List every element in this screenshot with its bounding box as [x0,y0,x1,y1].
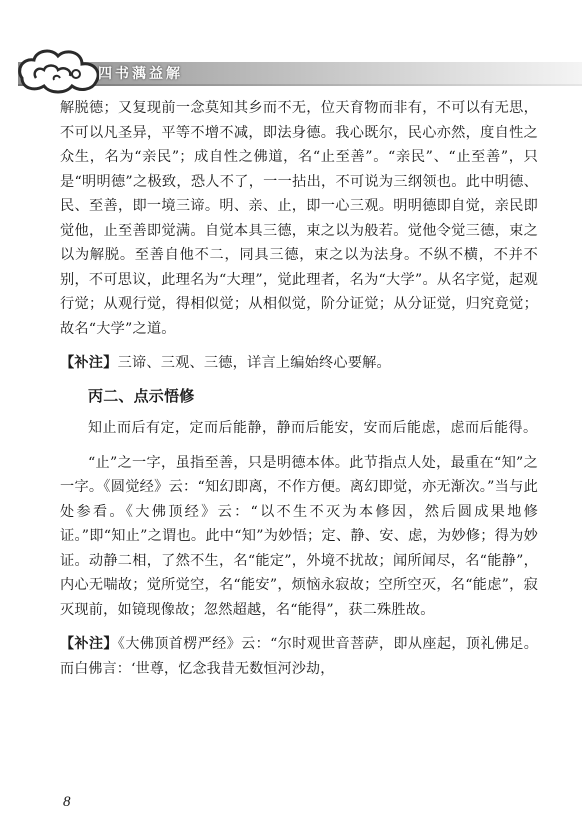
note-tag: 【补注】 [60,355,118,371]
body-paragraph: 解脱德；又复现前一念莫知其乡而不无，位天育物而非有，不可以有无思，不可以凡圣异，平等不增不减，即法身德。我心既尔，民心亦然，度自性之众生，名为“亲民”；成自性之佛道，名“止至善”。“亲民”、“止至善”，只是“明明德”之极致，恐人不了，一一拈出，不可说为三纲领也。此中明德、民、至善，即一境三谛。明、亲、止，即一心三观。明明德即自觉，亲民即觉他，止至善即觉满。自觉本具三德，束之以为般若。觉他令觉三德，束之以为解脱。至善自他不二，同具三德，束之以为法身。不纵不横，不并不别，不可思议，此理名为“大理”，觉此理者，名为“大学”。从名字觉，起观行觉；从观行觉，得相似觉；从相似觉，阶分证觉；从分证觉，归究竟觉；故名“大学”之道。 [60,100,538,337]
page-header [0,0,582,100]
section-heading: 丙二、点示悟修 [88,386,195,405]
supplementary-note-2 [60,632,538,681]
page-number: 8 [63,794,71,810]
book-title: 四书蕅益解 [98,66,183,82]
cloud-ornament-icon [14,44,106,98]
page-content [60,96,538,681]
supplementary-note [60,351,538,376]
classic-quote: 知止而后有定，定而后能静，静而后能安，安而后能虑，虑而后能得。 [88,420,538,436]
note-tag-2: 【补注】 [60,636,118,652]
commentary-paragraph: “止”之一字，虽指至善，只是明德本体。此节指点人处，最重在“知”之一字。《圆觉经》云：“知幻即离，不作方便。离幻即觉，亦无渐次。”当与此处参看。《大佛顶经》云：“以不生不灭为本修因，然后圆成果地修证。”即“知止”之谓也。此中“知”为妙悟；定、静、安、虑，为妙修；得为妙证。动静二相，了然不生，名“能定”，外境不扰故；闻所闻尽，名“能静”，内心无喘故；觉所觉空，名“能安”，烦恼永寂故；空所空灭，名“能虑”，寂灭现前，如镜现像故；忽然超越，名“能得”，获二殊胜故。 [60,454,538,618]
note-text-2: 《大佛顶首楞严经》云：“尔时观世音菩萨，即从座起，顶礼佛足。而白佛言：‘世尊，忆念我昔无数恒河沙劫， [60,636,538,677]
note-text: 三谛、三观、三德，详言上编始终心要解。 [117,355,391,371]
